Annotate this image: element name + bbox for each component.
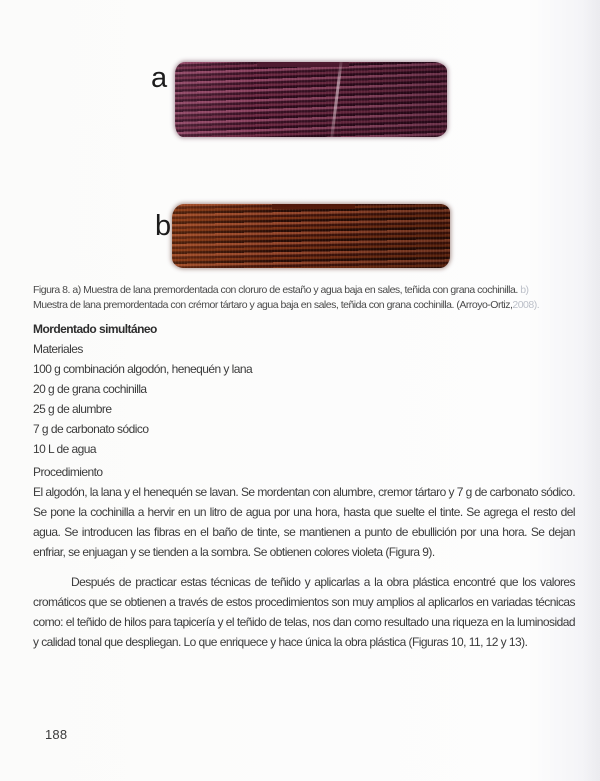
figure-caption-line-2 — [33, 298, 578, 313]
material-item: 10 L de agua — [33, 442, 97, 456]
wool-swatch-b — [172, 204, 450, 268]
section-heading-mordentado-simultaneo: Mordentado simultáneo — [33, 322, 157, 336]
page-number: 188 — [45, 727, 68, 742]
material-item: 7 g de carbonato sódico — [33, 422, 149, 436]
figure-caption — [33, 283, 578, 312]
caption-text-1: Figura 8. a) Muestra de lana premordentada con cloruro de estaño y agua baja en sales, teñida con grana cochinilla. — [33, 284, 518, 296]
procedure-heading: Procedimiento — [33, 465, 103, 479]
figure-8 — [0, 0, 600, 283]
figure-caption-line-1 — [33, 283, 578, 298]
figure-label-b: b — [155, 210, 172, 242]
materials-heading: Materiales — [33, 342, 83, 356]
caption-text-2: Muestra de lana premordentada con crémor tártaro y agua baja en sales, teñida con grana cochinilla. (Arroyo-Ortiz, — [33, 298, 513, 311]
closing-paragraph: Después de practicar estas técnicas de teñido y aplicarlas a la obra plástica encontré que los valores cromáticos que se obtienen a través de estos procedimientos son muy amplios al aplicarlos en variadas técnicas como: el teñido de hilos para tapicería y el teñido de telas, nos dan como resultado una riqueza en la luminosidad y calidad tonal que despliegan. Lo que enriquece y hace única la obra plástica (Figuras 10, 11, 12 y 13). — [33, 575, 575, 649]
procedure-paragraph: El algodón, la lana y el henequén se lavan. Se mordentan con alumbre, cremor tártaro y 7 g de carbonato sódico. Se pone la cochinilla a hervir en un litro de agua por una hora, hasta que suelte el tinte. Se agrega el resto del agua. Se introducen las fibras en el baño de tinte, se mantienen a punto de ebullición por una hora. Se dejan enfriar, se enjuagan y se tienden a la sombra. Se obtienen colores violeta (Figura 9). — [33, 485, 575, 559]
wool-swatch-a — [175, 62, 447, 137]
figure-label-a: a — [151, 62, 168, 94]
material-item: 100 g combinación algodón, henequén y lana — [33, 362, 253, 376]
swatch-a-thread-scratch — [330, 62, 343, 137]
caption-text-1-faded: b) — [520, 284, 529, 296]
material-item: 25 g de alumbre — [33, 402, 112, 416]
caption-text-2-faded: 2008). — [512, 298, 540, 311]
body-content — [33, 316, 575, 652]
material-item: 20 g de grana cochinilla — [33, 382, 147, 396]
